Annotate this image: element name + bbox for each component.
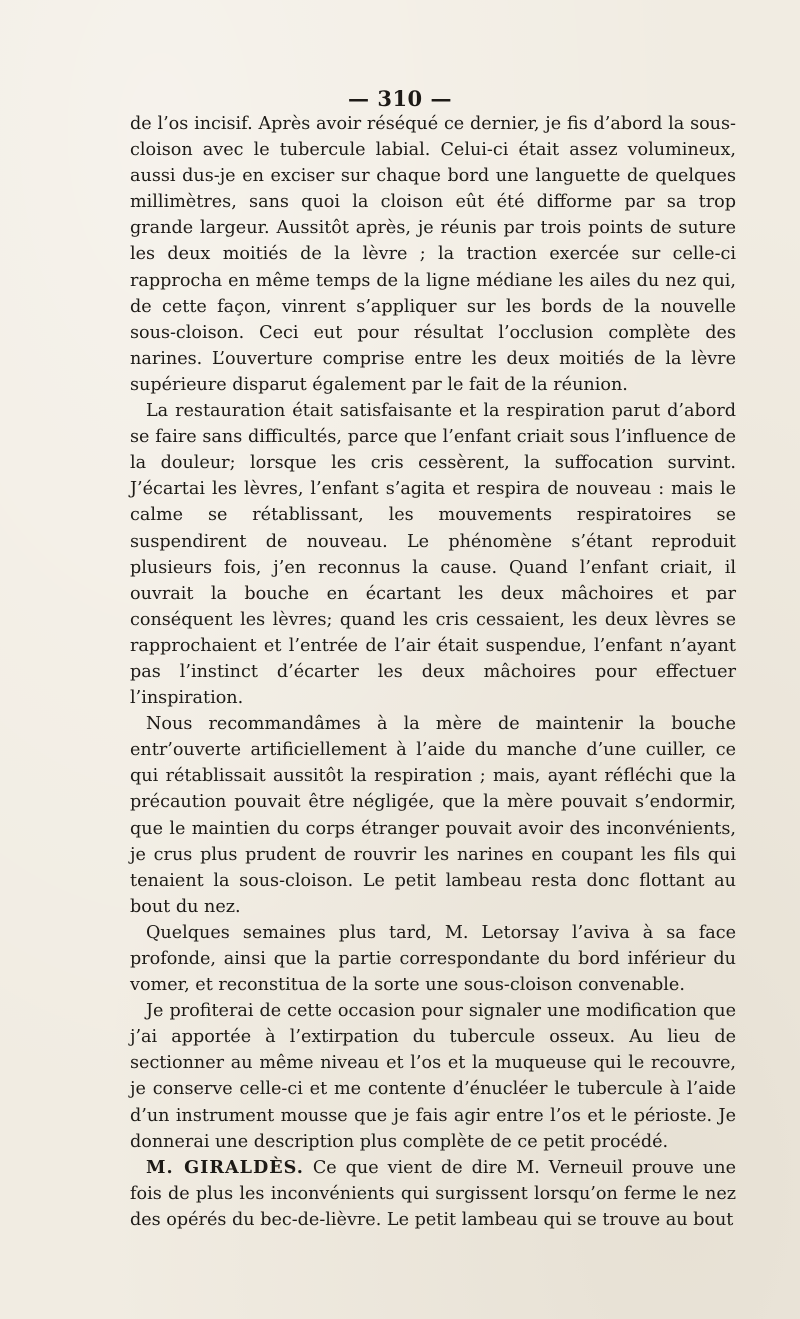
paragraph-3: Nous recommandâmes à la mère de maintenir la bouche entr’ouverte artificiellement à l’aide du manche d’une cuiller, ce qui rétablissait aussitôt la respiration ; mais, ayant réfléchi que la précaution pouvait être négligée, que la mère pouvait s’endormir, que le maintien du corps étranger pouvait avoir des inconvénients, je crus plus prudent de rouvrir les narines en coupant les fils qui tenaient la sous-cloison. Le petit lambeau resta donc flottant au bout du nez. (130, 714, 736, 917)
paragraph-5: Je profiterai de cette occasion pour signaler une modification que j’ai apportée à l’extirpation du tubercule osseux. Au lieu de sectionner au même niveau et l’os et la muqueuse qui le recouvre, je conserve celle-ci et me contente d’énucléer le tubercule à l’aide d’un instrument mousse que je fais agir entre l’os et le périoste. Je donnerai une description plus complète de ce petit procédé. (130, 1001, 736, 1152)
paragraph-4: Quelques semaines plus tard, M. Letorsay l’aviva à sa face profonde, ainsi que la partie correspondante du bord inférieur du vomer, et reconstitua de la sorte une sous-cloison convenable. (130, 922, 736, 996)
paragraph-2: La restauration était satisfaisante et la respiration parut d’abord se faire sans difficultés, parce que l’enfant criait sous l’influence de la douleur; lorsque les cris cessèrent, la suffocation survint. J’écartai les lèvres, l’enfant s’agita et respira de nouveau : mais le calme se rétablissant, les mouvements respiratoires se suspendirent de nouveau. Le phénomène s’étant reproduit plusieurs fois, j’en reconnus la cause. Quand l’enfant criait, il ouvrait la bouche en écartant les deux mâchoires et par conséquent les lèvres; quand les cris cessaient, les deux lèvres se rapprochaient et l’entrée de l’air était suspendue, l’enfant n’ayant pas l’instinct d’écarter les deux mâchoires pour effectuer l’inspiration. (130, 401, 736, 709)
page-number: — 310 — (348, 86, 452, 111)
paragraph-6 (130, 1155, 736, 1233)
paragraph-1: de l’os incisif. Après avoir réséqué ce dernier, je fis d’abord la sous-cloison avec le tubercule labial. Celui-ci était assez volumineux, aussi dus-je en exciser sur chaque bord une languette de quelques millimètres, sans quoi la cloison eût été difforme par sa trop grande largeur. Aussitôt après, je réunis par trois points de suture les deux moitiés de la lèvre ; la traction exercée sur celle-ci rapprocha en même temps de la ligne médiane les ailes du nez qui, de cette façon, vinrent s’appliquer sur les bords de la nouvelle sous-cloison. Ceci eut pour résultat l’occlusion complète des narines. L’ouverture comprise entre les deux moitiés de la lèvre supérieure disparut également par le fait de la réunion. (130, 114, 736, 395)
speaker-name: M. GIRALDÈS. (146, 1156, 304, 1178)
speaker-text: Ce que vient de dire M. Verneuil prouve une fois de plus les inconvénients qui surgissent lorsqu’on ferme le nez des opérés du bec-de-lièvre. Le petit lambeau qui se trouve au bout (130, 1157, 736, 1230)
body-text (130, 111, 736, 1233)
